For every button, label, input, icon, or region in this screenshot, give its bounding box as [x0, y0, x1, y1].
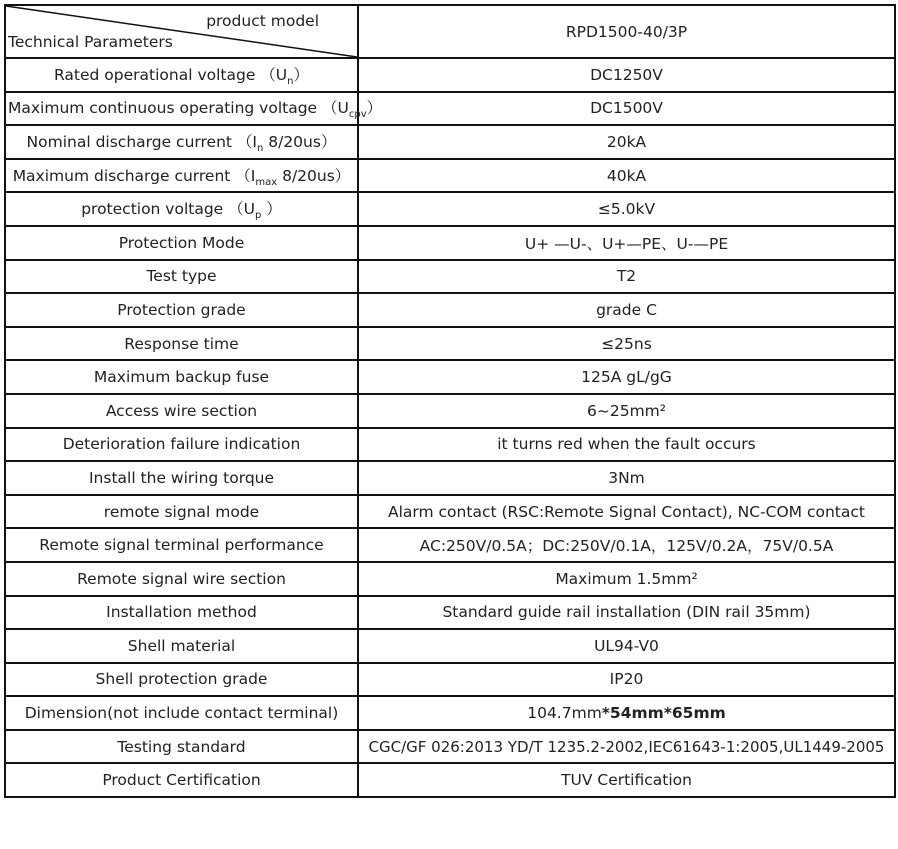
table-row [5, 528, 895, 562]
table-row [5, 293, 895, 327]
table-row [5, 159, 895, 193]
param-value: IP20 [358, 663, 895, 697]
dimension-value: 104.7mm [527, 704, 602, 723]
param-label: Protection grade [5, 293, 358, 327]
table-row [5, 629, 895, 663]
param-value: DC1500V [358, 92, 895, 126]
table-row [5, 763, 895, 797]
param-value: Alarm contact (RSC:Remote Signal Contact), NC-COM contact [358, 495, 895, 529]
table-row [5, 562, 895, 596]
param-label: Response time [5, 327, 358, 361]
param-value: it turns red when the fault occurs [358, 428, 895, 462]
param-value: 20kA [358, 125, 895, 159]
table-row [5, 730, 895, 764]
param-value: 6~25mm² [358, 394, 895, 428]
product-model-value: RPD1500-40/3P [358, 5, 895, 58]
table-row [5, 663, 895, 697]
table-row [5, 92, 895, 126]
param-label: Remote signal wire section [5, 562, 358, 596]
param-label: Access wire section [5, 394, 358, 428]
table-row [5, 192, 895, 226]
param-label: Remote signal terminal performance [5, 528, 358, 562]
param-value [358, 696, 895, 730]
corner-top-label: product model [206, 12, 319, 30]
param-label: Rated operational voltage $(U_n)$ [5, 58, 358, 92]
param-value: UL94-V0 [358, 629, 895, 663]
param-label: Deterioration failure indication [5, 428, 358, 462]
param-value: 125A gL/gG [358, 360, 895, 394]
table-row [5, 226, 895, 260]
table-row [5, 260, 895, 294]
param-label: Maximum discharge current （$I_{max}$ 8/20us） [5, 159, 358, 193]
corner-bottom-label: Technical Parameters [8, 33, 173, 51]
table-row [5, 125, 895, 159]
param-value: Maximum 1.5mm² [358, 562, 895, 596]
param-value: Standard guide rail installation (DIN rail 35mm) [358, 596, 895, 630]
param-value: AC:250V/0.5A；DC:250V/0.1A，125V/0.2A，75V/0.5A [358, 528, 895, 562]
param-label: protection voltage （$U_p$ ） [5, 192, 358, 226]
table-row [5, 327, 895, 361]
table-row [5, 360, 895, 394]
param-label: Test type [5, 260, 358, 294]
param-label: remote signal mode [5, 495, 358, 529]
param-label: Nominal discharge current （$I_n$ 8/20us） [5, 125, 358, 159]
param-value: T2 [358, 260, 895, 294]
param-label: Protection Mode [5, 226, 358, 260]
table-row [5, 495, 895, 529]
table-row [5, 58, 895, 92]
spec-table [4, 4, 896, 798]
param-value: TUV Certification [358, 763, 895, 797]
param-value: CGC/GF 026:2013 YD/T 1235.2-2002,IEC61643-1:2005,UL1449-2005 [358, 730, 895, 764]
corner-cell [5, 5, 358, 58]
header-row [5, 5, 895, 58]
param-value: 3Nm [358, 461, 895, 495]
param-label: Shell protection grade [5, 663, 358, 697]
param-value: 40kA [358, 159, 895, 193]
table-row [5, 394, 895, 428]
param-label: Dimension(not include contact terminal) [5, 696, 358, 730]
param-value: U+ —U-、U+—PE、U-—PE [358, 226, 895, 260]
param-label: Maximum continuous operating voltage $(U_{cpv})$ [5, 92, 358, 126]
param-label: Install the wiring torque [5, 461, 358, 495]
param-label: Product Certification [5, 763, 358, 797]
param-label: Testing standard [5, 730, 358, 764]
table-row [5, 428, 895, 462]
table-row [5, 461, 895, 495]
param-label: Shell material [5, 629, 358, 663]
param-value: grade C [358, 293, 895, 327]
param-value: ≤5.0kV [358, 192, 895, 226]
param-label: Maximum backup fuse [5, 360, 358, 394]
table-row [5, 696, 895, 730]
dimension-value-bold: *54mm*65mm [601, 704, 726, 723]
table-row [5, 596, 895, 630]
param-value: DC1250V [358, 58, 895, 92]
param-value: ≤25ns [358, 327, 895, 361]
param-label: Installation method [5, 596, 358, 630]
